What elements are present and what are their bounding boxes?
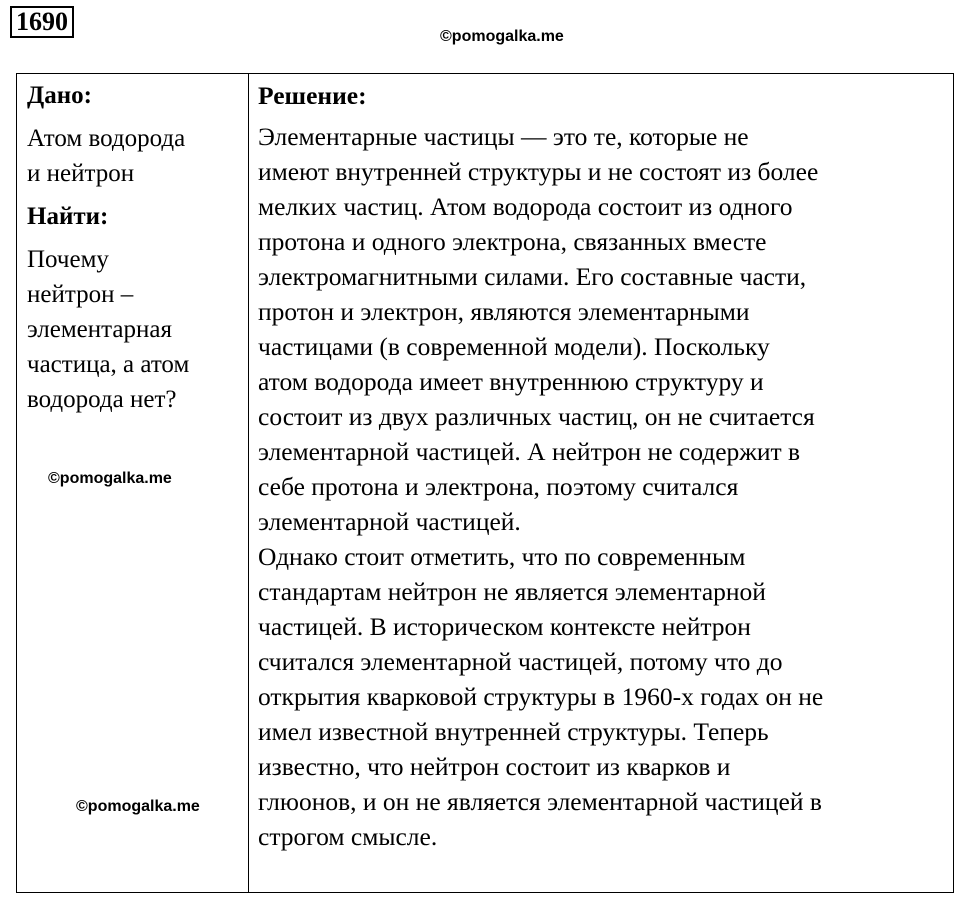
solution-line: частицами (в современной модели). Поскольку	[258, 332, 770, 361]
given-heading: Дано:	[27, 82, 92, 109]
find-line: нейтрон –	[27, 281, 134, 308]
solution-line: имеют внутренней структуры и не состоят из более	[258, 157, 819, 186]
solution-line: известно, что нейтрон состоит из кварков и	[258, 752, 731, 781]
solution-line: частицей. В историческом контексте нейтрон	[258, 612, 751, 641]
right-column	[258, 78, 948, 854]
solution-line: элементарной частицей. А нейтрон не содержит в	[258, 437, 801, 466]
solution-line: электромагнитными силами. Его составные части,	[258, 262, 807, 291]
solution-line: состоит из двух различных частиц, он не считается	[258, 402, 815, 431]
solution-line: Однако стоит отметить, что по современным	[258, 542, 746, 571]
watermark-top: ©pomogalka.me	[440, 28, 564, 45]
solution-line: протона и одного электрона, связанных вместе	[258, 227, 767, 256]
solution-line: себе протона и электрона, поэтому считался	[258, 472, 739, 501]
watermark-left-middle: ©pomogalka.me	[48, 470, 172, 487]
find-line: элементарная	[27, 316, 172, 343]
given-line: и нейтрон	[27, 160, 135, 187]
solution-line: элементарной частицей.	[258, 507, 521, 536]
task-number: 1690	[10, 6, 74, 38]
solution-line: стандартам нейтрон не является элементарной	[258, 577, 766, 606]
solution-line: протон и электрон, являются элементарными	[258, 297, 750, 326]
solution-line: Элементарные частицы — это те, которые не	[258, 122, 749, 151]
solution-line: атом водорода имеет внутреннюю структуру и	[258, 367, 764, 396]
solution-line: мелких частиц. Атом водорода состоит из одного	[258, 192, 793, 221]
watermark-left-bottom: ©pomogalka.me	[76, 798, 200, 815]
solution-text	[258, 119, 948, 854]
given-text	[27, 121, 242, 191]
left-column	[27, 78, 242, 417]
find-text	[27, 242, 242, 417]
solution-line: глюонов, и он не является элементарной частицей в	[258, 787, 822, 816]
find-line: Почему	[27, 246, 109, 273]
solution-line: открытия кварковой структуры в 1960-х годах он не	[258, 682, 824, 711]
column-divider	[248, 74, 249, 892]
solution-line: имел известной внутренней структуры. Теперь	[258, 717, 769, 746]
find-line: частица, а атом	[27, 351, 190, 378]
solution-line: считался элементарной частицей, потому что до	[258, 647, 783, 676]
solution-heading: Решение:	[258, 81, 367, 110]
solution-line: строгом смысле.	[258, 822, 438, 851]
find-line: водорода нет?	[27, 386, 177, 413]
find-heading: Найти:	[27, 203, 109, 230]
given-line: Атом водорода	[27, 125, 186, 152]
